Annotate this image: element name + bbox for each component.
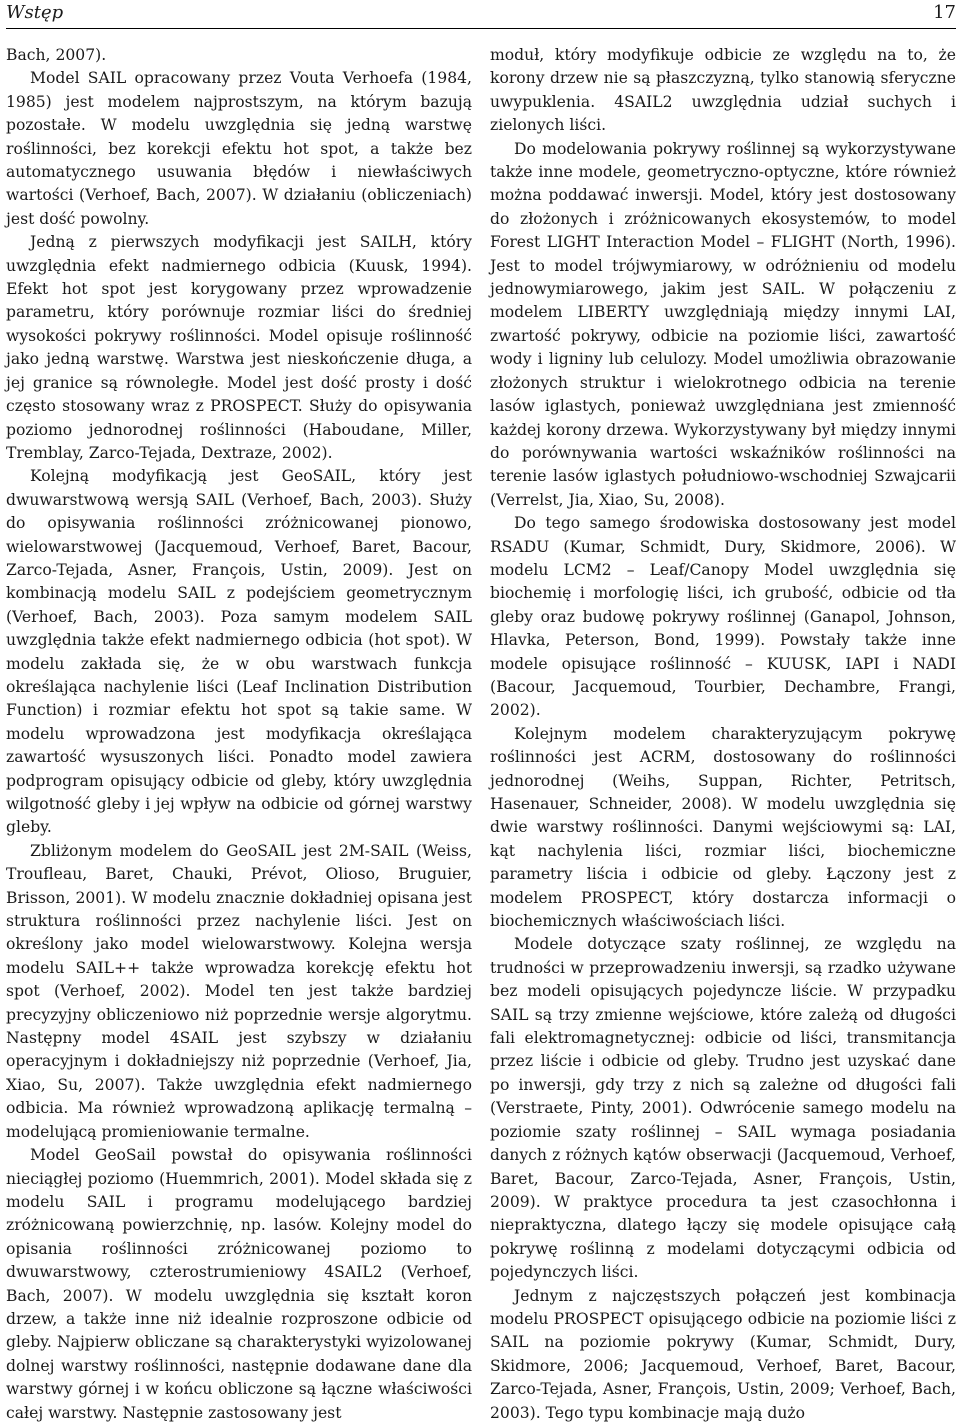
paragraph: moduł, który modyfikuje odbicie ze względu na to, że korony drzew nie są płaszczyzną, tylko stanowią sferyczne uwypuklenia. 4SAIL2 uwzględnia udział suchych i zielonych liści. (490, 46, 956, 135)
paragraph: Kolejnym modelem charakteryzującym pokrywę roślinności jest ACRM, dostosowany do roślinności jednorodnej (Weihs, Suppan, Richter, Petritsch, Hasenauer, Schneider, 2008). W modelu uwzględnia się dwie warstwy roślinności. Danymi wejściowymi są: LAI, kąt nachylenia liści, rozmiar liści, biochemiczne parametry liścia i odbicie od gleby. Łączony jest z modelem PROSPECT, który dostarcza informacji o biochemicznych właściwościach liści. (490, 724, 956, 931)
paragraph: Jedną z pierwszych modyfikacji jest SAILH, który uwzględnia efekt nadmiernego odbicia (Kuusk, 1994). Efekt hot spot jest korygowany przez wprowadzenie parametru, który porównuje rozmiar liści do średniej wysokości pokrywy roślinności. Model opisuje roślinność jako jedną warstwę. Warstwa jest nieskończenie długa, a jej granice są równoległe. Model jest dość prosty i dość często stosowany wraz z PROSPECT. Służy do opisywania poziomo jednorodnej roślinności (Haboudane, Miller, Tremblay, Zarco-Tejada, Dextraze, 2002). (6, 233, 472, 462)
paragraph: Zbliżonym modelem do GeoSAIL jest 2M-SAIL (Weiss, Troufleau, Baret, Chauki, Prévot, Olioso, Bruguier, Brisson, 2001). W modelu znacznie dokładniej opisana jest struktura roślinności przez nachylenie liści. Jest on określony jako model wielowarstwowy. Kolejna wersja modelu SAIL++ także wprowadza korekcję efektu hot spot (Verhoef, 2002). Model ten jest także bardziej precyzyjny obliczeniowo niż poprzednie wersje algorytmu. Następny model 4SAIL jest szybszy w działaniu operacyjnym i dokładniejszy niż poprzednie (Verhoef, Jia, Xiao, Su, 2007). Także uwzględnia efekt nadmiernego odbicia. Ma również wprowadzoną aplikację termalną – modelującą promieniowanie termalne. (6, 841, 472, 1141)
paragraph: Do tego samego środowiska dostosowany jest model RSADU (Kumar, Schmidt, Dury, Skidmore, 2006). W modelu LCM2 – Leaf/Canopy Model uwzględnia się biochemię i morfologię liści, ich grubość, odbicie od tła gleby oraz budowę pokrywy roślinnej (Ganapol, Johnson, Hlavka, Peterson, Bond, 1999). Powstały także inne modele opisujące roślinność – KUUSK, IAPI i NADI (Bacour, Jacquemoud, Tourbier, Dechambre, Frangi, 2002). (490, 514, 956, 720)
running-header (6, 0, 956, 29)
paragraph: Do modelowania pokrywy roślinnej są wykorzystywane także inne modele, geometryczno-optyczne, które również można poddawać inwersji. Model, który jest dostosowany do złożonych i zróżnicowanych ekosystemów, to model Forest LIGHT Interaction Model – FLIGHT (North, 1996). Jest to model trójwymiarowy, w odróżnieniu od modelu jednowymiarowego, jakim jest SAIL. W połączeniu z modelem LIBERTY uwzględniają między innymi LAI, zwartość pokrywy, odbicie na poziomie liści, zawartość wody i ligniny lub celulozy. Model umożliwia obrazowanie złożonych struktur i wielokrotnego odbicia na terenie lasów iglastych, ponieważ uwzględniana jest zmienność każdej korony drzewa. Wykorzystywany był między innymi do porównywania wartości wskaźników roślinności na terenie lasów iglastych południowo-wschodniej Szwajcarii (Verrelst, Jia, Xiao, Su, 2008). (490, 139, 956, 509)
paragraph: Modele dotyczące szaty roślinnej, ze względu na trudności w przeprowadzeniu inwersji, są rzadko używane bez modeli opisujących pojedyncze liście. W przypadku SAIL są trzy zmienne wejściowe, które zależą od długości fali elektromagnetycznej: odbicie od liści, transmitancja przez liście i odbicie od gleby. Trudno jest uzyskać dane po inwersji, gdy trzy z nich są zależne od długości fali (Verstraete, Pinty, 2001). Odwrócenie samego modelu na poziomie szaty roślinnej – SAIL wymaga posiadania danych z różnych kątów obserwacji (Jacquemoud, Verhoef, Baret, Bacour, Zarco-Tejada, Asner, François, Ustin, 2009). W praktyce procedura ta jest czasochłonna i niepraktyczna, dlatego łączy się modele opisujące całą pokrywę roślinną z modelami dotyczącymi odbicia od pojedynczych liści. (490, 935, 956, 1282)
paragraph: Kolejną modyfikacją jest GeoSAIL, który jest dwuwarstwową wersją SAIL (Verhoef, Bach, 2003). Służy do opisywania roślinności zróżnicowanej pionowo, wielowarstwowej (Jacquemoud, Verhoef, Baret, Bacour, Zarco-Tejada, Asner, François, Ustin, 2009). Jest on kombinacją modelu SAIL z podejściem geometrycznym (Verhoef, Bach, 2003). Poza samym modelem SAIL uwzględnia także efekt nadmiernego odbicia (hot spot). W modelu zakłada się, że w obu warstwach funkcja określająca nachylenie liści (Leaf Inclination Distribution Function) i rozmiar efektu hot spot są takie same. W modelu wprowadzona jest modyfikacja określająca zawartość wysuszonych liści. Ponadto model zawiera podprogram opisujący odbicie od gleby, który uwzględnia wilgotność gleby i jej wpływ na odbicie od górnej warstwy gleby. (6, 467, 472, 837)
text-columns (6, 44, 956, 1422)
page-number: 17 (933, 2, 956, 23)
paragraph: Model SAIL opracowany przez Vouta Verhoefa (1984, 1985) jest modelem najprostszym, na którym bazują pozostałe. W modelu uwzględnia się jedną warstwę roślinności, bez korekcji efektu hot spot, a także bez automatycznego usuwania błędów i niewłaściwych wartości (Verhoef, Bach, 2007). W działaniu (obliczeniach) jest dość powolny. (6, 69, 472, 228)
paragraph: Jednym z najczęstszych połączeń jest kombinacja modelu PROSPECT opisującego odbicie na poziomie liści z SAIL na poziomie pokrywy (Kumar, Schmidt, Dury, Skidmore, 2006; Jacquemoud, Verhoef, Baret, Bacour, Zarco-Tejada, Asner, François, Ustin, 2009; Verhoef, Bach, 2003). Tego typu kombinacje mają dużo (490, 1286, 956, 1422)
paragraph: Bach, 2007). (6, 46, 107, 64)
right-column (490, 44, 956, 1422)
paragraph: Model GeoSail powstał do opisywania roślinności nieciągłej poziomo (Huemmrich, 2001). Model składa się z modelu SAIL i programu modelującego bardziej zróżnicowaną powierzchnię, np. lasów. Kolejny model do opisania roślinności zróżnicowanej poziomo to dwuwarstwowy, czterostrumieniowy 4SAIL2 (Verhoef, Bach, 2007). W modelu uwzględnia się kształt koron drzew, a także inne niż idealnie rozproszone odbicie od gleby. Najpierw obliczane są charakterystyki wyizolowanej dolnej warstwy roślinności, następnie dodawane dane dla warstwy górnej i w końcu obliczone są łączne właściwości całej warstwy. Następnie zastosowany jest (6, 1146, 472, 1422)
chapter-title: Wstęp (6, 2, 64, 23)
left-column (6, 44, 472, 1422)
